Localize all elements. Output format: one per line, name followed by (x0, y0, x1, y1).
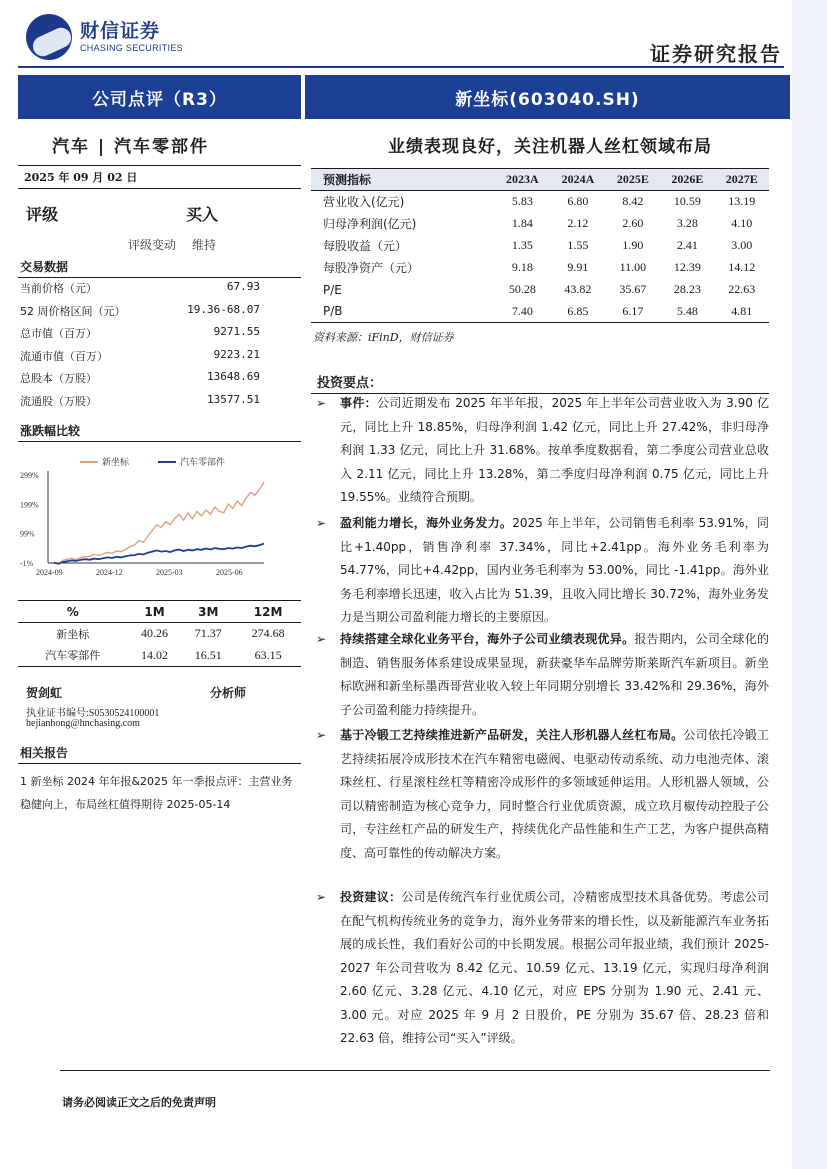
investment-point (314, 628, 769, 722)
forecast-metric: 每股净资产（元） (323, 261, 420, 275)
report-headline: 业绩表现良好，关注机器人丝杠领域布局 (388, 137, 712, 157)
forecast-value: 9.18 (511, 260, 533, 274)
rating-label: 评级 (26, 205, 59, 224)
forecast-metric: 营业收入(亿元) (323, 195, 405, 210)
performance-row (18, 623, 301, 645)
trade-data-row (20, 390, 290, 412)
investment-point-text: 报告期内，公司全球化的制造、销售服务体系建设成果显现，新获豪华车品牌劳斯莱斯汽车新项目。新坐标欧洲和新坐标墨西哥营业收入较上年同期分别增长 33.42%和 29.36%，海外子公司盈利能力持续提升。 (340, 632, 769, 717)
brand-logo (26, 14, 206, 60)
trade-data-row (20, 367, 290, 389)
header-rule (18, 66, 784, 68)
performance-header-cell: 1M (144, 604, 165, 619)
y-tick-label: 199% (20, 500, 39, 510)
performance-value: 63.15 (254, 647, 282, 662)
forecast-metric: P/E (323, 282, 342, 297)
forecast-source: 资料来源：iFinD，财信证券 (313, 331, 454, 344)
forecast-table-header (311, 169, 769, 191)
forecast-value: 8.42 (622, 194, 644, 209)
rating-change-value: 维持 (192, 238, 217, 252)
trade-data-value: 19.36-68.07 (187, 302, 260, 316)
forecast-value: 1.84 (511, 216, 533, 230)
forecast-value: 2.12 (567, 216, 589, 230)
forecast-value: 1.35 (511, 238, 533, 252)
trade-data-key: 52 周价格区间（元） (20, 304, 126, 318)
trade-data-key: 总市值（百万） (20, 327, 97, 340)
forecast-value: 35.67 (619, 282, 647, 296)
legend-label: 汽车零部件 (180, 458, 226, 468)
forecast-row (311, 235, 769, 257)
x-tick-label: 2024-12 (96, 568, 123, 577)
trade-data-value: 67.93 (226, 280, 260, 293)
investment-point (314, 886, 769, 1051)
y-tick-label: 299% (20, 471, 39, 480)
analyst-license: 执业证书编号:S0530524100001 (26, 708, 160, 719)
x-tick-label: 2025-03 (156, 568, 183, 577)
forecast-metric: 每股收益（元） (323, 239, 408, 253)
forecast-table (311, 168, 769, 323)
trade-data-row (20, 322, 290, 344)
x-tick-label: 2024-09 (36, 568, 63, 577)
industry-label: 汽车 | 汽车零部件 (52, 137, 210, 157)
forecast-header-cell: 预测指标 (311, 169, 495, 191)
arrow-bullet-icon: ➢ (316, 728, 327, 742)
right-margin-strip (792, 0, 827, 1169)
analyst-title: 分析师 (210, 686, 247, 700)
investment-point-text: 公司依托冷锻工艺持续拓展冷成形技术在汽车精密电磁阀、电驱动传动系统、动力电池壳体、滚珠丝杠、行星滚柱丝杠等精密冷成形件的多领域延伸运用。人形机器人领域，公司以精密制造为核心竞争力，同时整合行业优质资源，成立玖月椒传动控股子公司，专注丝杠产品的研发生产，持续优化产品性能和生产工艺，为客户提供高精度、高可靠性的传动解决方案。 (340, 728, 769, 860)
arrow-bullet-icon: ➢ (316, 396, 327, 410)
forecast-value: 10.59 (673, 194, 701, 209)
forecast-value: 2.60 (622, 216, 644, 230)
performance-value: 14.02 (141, 647, 168, 662)
trade-data-value: 13648.69 (207, 370, 260, 383)
forecast-value: 6.85 (550, 301, 606, 323)
performance-value: 40.26 (141, 626, 168, 641)
performance-row-name: 汽车零部件 (45, 649, 101, 663)
performance-header-cell: % (66, 604, 79, 619)
investment-point-lead: 基于冷锻工艺持续推进新产品研发，关注人形机器人丝杠布局。 (340, 728, 684, 742)
trade-data-key: 总股本（万股） (20, 372, 97, 385)
performance-value: 71.37 (194, 626, 222, 641)
performance-header-cell: 3M (198, 604, 219, 619)
investment-point (314, 724, 769, 865)
forecast-header-cell: 2027E (715, 169, 769, 191)
forecast-header-cell: 2024A (550, 169, 606, 191)
forecast-value: 4.81 (715, 301, 769, 323)
forecast-value: 22.63 (728, 282, 756, 296)
y-tick-label: -1% (20, 559, 34, 568)
arrow-bullet-icon: ➢ (316, 632, 327, 646)
legend-label: 新坐标 (102, 458, 130, 468)
forecast-value: 50.28 (508, 282, 536, 296)
forecast-value: 14.12 (728, 260, 756, 274)
trade-data-value: 9223.21 (213, 347, 260, 361)
chart-title: 涨跌幅比较 (18, 420, 301, 442)
forecast-value: 5.83 (511, 194, 533, 209)
investment-point-lead: 盈利能力增长，海外业务发力。 (340, 516, 513, 530)
trade-data-key: 流通股（万股） (20, 394, 97, 408)
forecast-value: 6.17 (606, 301, 660, 323)
forecast-value: 5.48 (660, 301, 714, 323)
forecast-value: 1.90 (622, 238, 644, 252)
forecast-value: 2.41 (676, 238, 698, 252)
forecast-row (311, 257, 769, 279)
trade-data-row (20, 277, 290, 299)
investment-point-lead: 事件： (340, 396, 378, 410)
trade-data-key: 流通市值（百万） (20, 349, 108, 363)
company-ticker-band: 新坐标(603040.SH) (305, 75, 790, 119)
performance-row (18, 645, 301, 667)
performance-table-header (18, 601, 301, 623)
forecast-header-cell: 2026E (660, 169, 714, 191)
forecast-value: 6.80 (567, 194, 589, 209)
forecast-value: 28.23 (673, 282, 701, 296)
brand-name-cn: 财信证券 (80, 20, 161, 42)
y-tick-label: 99% (20, 529, 35, 539)
analyst-email[interactable]: hejianhong@hnchasing.com (26, 718, 140, 729)
trade-data-row (20, 345, 290, 367)
forecast-value: 4.10 (731, 216, 753, 230)
analyst-name: 贺剑虹 (26, 686, 63, 700)
related-report-item[interactable]: 1 新坐标 2024 年年报&2025 年一季报点评：主营业务稳健向上，布局丝杠值得期待 2025-05-14 (20, 775, 293, 811)
disclaimer-note: 请务必阅读正文之后的免责声明 (62, 1096, 216, 1109)
forecast-value: 3.00 (731, 238, 753, 252)
investment-point-text: 公司是传统汽车行业优质公司，冷精密成型技术具备优势。考虑公司在配气机构传统业务的竞争力，海外业务带来的增长性，以及新能源汽车业务拓展的成长性，我们看好公司的中长期发展。根据公司年报业绩，我们预计 2025-2027 年公司营收为 8.42 亿元、10.59 亿元、13.19 亿元，实现归母净利润 2.60 亿元、3.28 亿元、4.10 亿元，对应 EPS 分别为 1.90 元、2.41 元、3.00 元。对应 2025 年 9 月 2 日股价，PE 分别为 35.67 倍、28.23 倍和 22.63 倍，维持公司“买入”评级。 (340, 890, 769, 1045)
investment-point (314, 512, 769, 630)
performance-value: 274.68 (251, 626, 285, 641)
investment-point-text: 公司近期发布 2025 年半年报，2025 年上半年公司营业收入为 3.90 亿元，同比上升 18.85%，归母净利润 1.42 亿元，同比上升 27.42%，非归母净利润 1.33 亿元，同比上升 31.68%。按单季度数据看，第二季度公司营业总收入 2.11 亿元，同比上升 13.28%，第二季度归母净利润 0.75 亿元，同比上升 19.55%。业绩符合预期。 (340, 396, 769, 504)
investment-point-lead: 投资建议： (340, 890, 402, 904)
performance-table (18, 600, 301, 667)
forecast-row (311, 213, 769, 235)
related-reports-title: 相关报告 (18, 742, 301, 764)
forecast-header-cell: 2025E (606, 169, 660, 191)
price-performance-chart (18, 445, 301, 595)
forecast-row (311, 279, 769, 301)
performance-value: 16.51 (194, 647, 222, 662)
report-date: 2025 年 09 月 02 日 (18, 165, 301, 189)
x-tick-label: 2025-06 (216, 568, 243, 577)
brand-name-en: CHASING SECURITIES (80, 43, 183, 53)
forecast-value: 3.28 (676, 216, 698, 230)
forecast-value: 12.39 (673, 260, 701, 274)
forecast-row (311, 191, 769, 213)
rating-row (26, 202, 296, 225)
report-type: 证券研究报告 (650, 42, 782, 66)
investment-point-text: 2025 年上半年，公司销售毛利率 53.91%，同比+1.40pp，销售净利率 37.34%，同比+2.41pp。海外业务毛利率为 54.77%，同比+4.42pp，国内业务毛利率为 53.00%，同比 -1.41pp。海外业务毛利率增长迅速，收入占比为 51.39，且收入同比增长 30.72%，海外业务发力是当期公司盈利能力增长的主要原因。 (340, 516, 769, 624)
forecast-metric: P/B (311, 301, 495, 323)
forecast-value: 7.40 (495, 301, 551, 323)
trade-data-row (20, 300, 290, 322)
trade-data-title: 交易数据 (18, 256, 301, 278)
rating-change (128, 236, 216, 253)
footer-rule (60, 1070, 770, 1071)
forecast-metric: 归母净利润(亿元) (323, 217, 417, 231)
forecast-value: 43.82 (564, 282, 592, 296)
report-category-band: 公司点评（R3） (18, 75, 301, 119)
forecast-value: 13.19 (728, 194, 756, 209)
logo-mark-icon (26, 14, 72, 60)
arrow-bullet-icon: ➢ (316, 516, 327, 530)
forecast-value: 1.55 (567, 238, 589, 252)
forecast-value: 9.91 (567, 260, 589, 274)
investment-highlights-title: 投资要点： (311, 370, 769, 394)
forecast-row (311, 301, 769, 323)
trade-data-value: 13577.51 (207, 392, 260, 406)
rating-change-label: 评级变动 (128, 238, 177, 252)
series-line-industry (54, 544, 264, 564)
performance-row-name: 新坐标 (56, 627, 90, 641)
trade-data-key: 当前价格（元） (20, 282, 97, 295)
arrow-bullet-icon: ➢ (316, 890, 327, 904)
forecast-header-cell: 2023A (495, 169, 551, 191)
trade-data-value: 9271.55 (213, 325, 260, 338)
rating-value: 买入 (186, 205, 219, 224)
investment-point (314, 392, 769, 510)
forecast-value: 11.00 (619, 260, 647, 274)
investment-point-lead: 持续搭建全球化业务平台，海外子公司业绩表现优异。 (340, 632, 635, 646)
performance-header-cell: 12M (253, 604, 283, 619)
